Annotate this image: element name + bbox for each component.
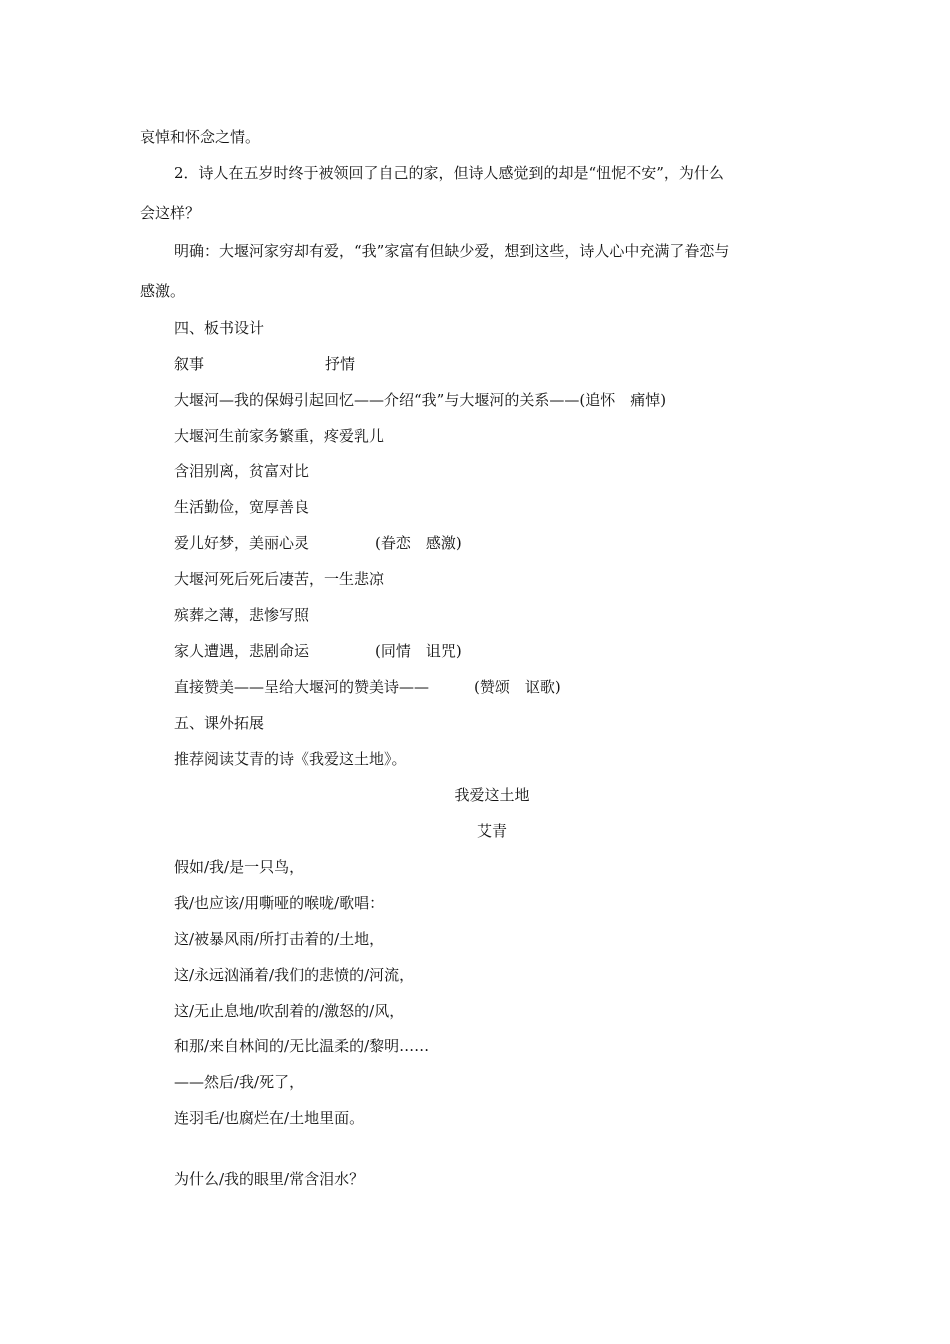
board-row-5: 爱儿好梦，美丽心灵 [174,534,310,552]
poem-line-7: ——然后/我/死了， [174,1073,305,1091]
question-2-line-2: 会这样？ [140,204,201,222]
paragraph-end: 哀悼和怀念之情。 [140,128,261,146]
poem-line-3: 这/被暴风雨/所打击着的/土地， [174,930,385,948]
board-row-3: 含泪别离，贫富对比 [174,462,310,480]
poem-line-4: 这/永远汹涌着/我们的悲愤的/河流， [174,966,415,984]
note-love: (眷恋 感激) [375,534,462,552]
poem-line-9: 为什么/我的眼里/常含泪水？ [174,1170,365,1188]
answer-line-1: 明确：大堰河家穷却有爱，“我”家富有但缺少爱，想到这些，诗人心中充满了眷恋与 [174,242,730,260]
section-5-heading: 五、课外拓展 [174,714,265,732]
recommendation: 推荐阅读艾青的诗《我爱这土地》。 [174,750,407,768]
board-row-6: 大堰河死后死后凄苦，一生悲凉 [174,570,385,588]
section-4-heading: 四、板书设计 [174,319,265,337]
board-row-9: 直接赞美——呈给大堰河的赞美诗—— [174,678,430,696]
poem-line-2: 我/也应该/用嘶哑的喉咙/歌唱： [174,894,385,912]
board-row-2: 大堰河生前家务繁重，疼爱乳儿 [174,427,385,445]
board-row-7: 殡葬之薄，悲惨写照 [174,606,310,624]
question-2-line-1: 2．诗人在五岁时终于被领回了自己的家，但诗人感觉到的却是“忸怩不安”，为什么 [174,164,724,182]
poem-title: 我爱这土地 [454,786,530,804]
answer-line-2: 感激。 [140,282,186,300]
col-narrative-label: 叙事 [174,355,205,373]
board-row-1: 大堰河—我的保姆引起回忆——介绍“我”与大堰河的关系——(追怀 痛悼) [174,391,667,409]
poem-line-5: 这/无止息地/吹刮着的/激怒的/风， [174,1002,405,1020]
col-lyric-label: 抒情 [325,355,356,373]
poem-line-8: 连羽毛/也腐烂在/土地里面。 [174,1109,365,1127]
board-row-4: 生活勤俭，宽厚善良 [174,498,310,516]
poem-line-6: 和那/来自林间的/无比温柔的/黎明…… [174,1037,430,1055]
board-row-8: 家人遭遇，悲剧命运 [174,642,310,660]
note-sympathy: (同情 诅咒) [375,642,462,660]
note-praise: (赞颂 讴歌) [474,678,561,696]
poem-line-1: 假如/我/是一只鸟， [174,858,305,876]
poem-author: 艾青 [476,822,507,840]
